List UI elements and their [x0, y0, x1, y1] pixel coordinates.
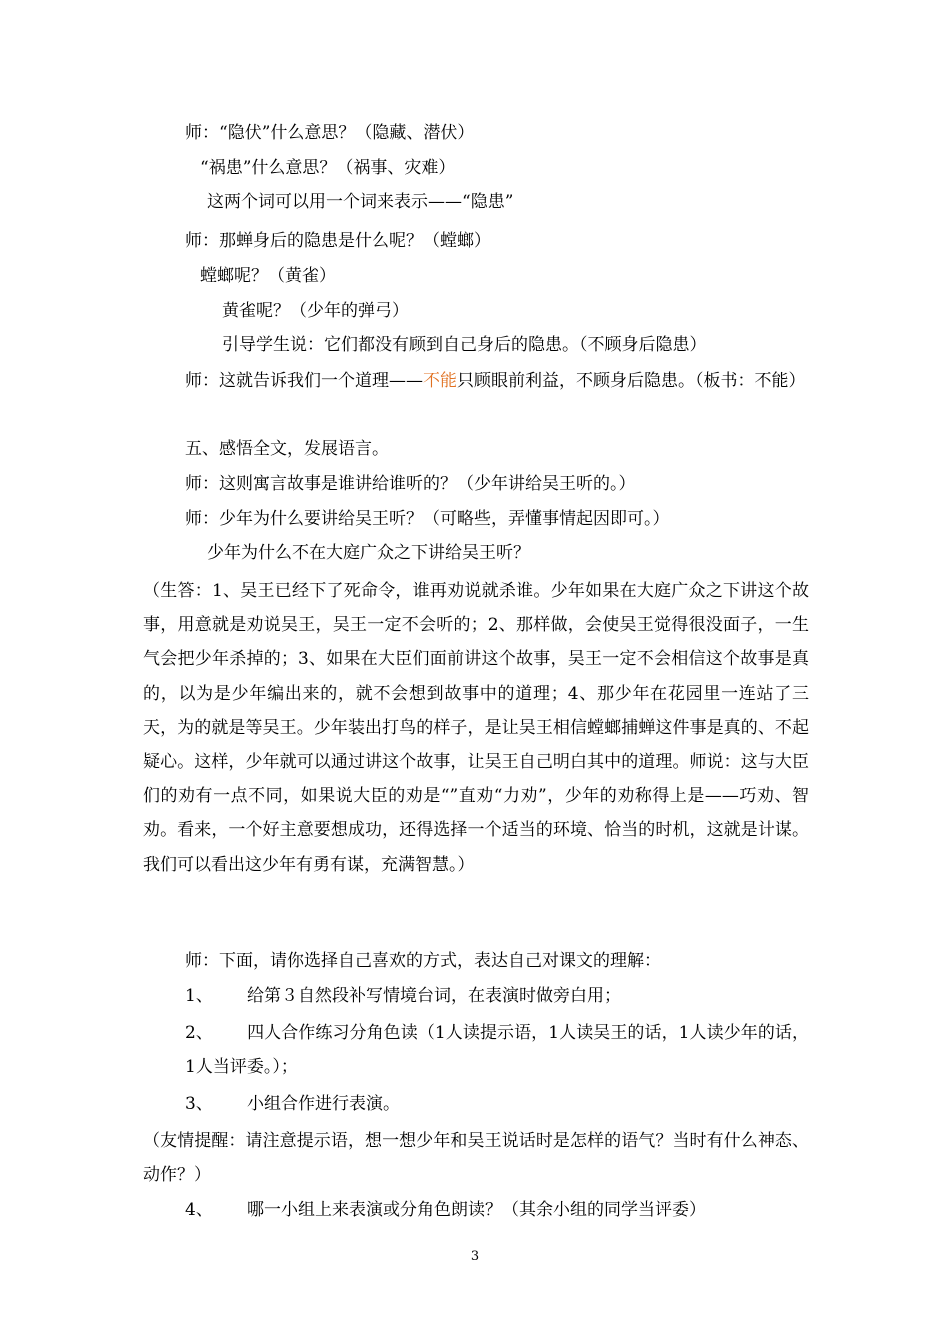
text-line: 这两个词可以用一个词来表示——“隐患”: [207, 192, 514, 212]
page-number: 3: [470, 1249, 480, 1264]
list-item: [185, 984, 621, 1008]
list-item: [185, 1092, 400, 1116]
moral-paragraph: [143, 364, 809, 398]
text-line: 螳螂呢？（黄雀）: [200, 266, 336, 286]
moral-tail-text: 只顾眼前利益，不顾身后隐患。（板书：不能）: [457, 371, 806, 391]
text-line: 师：那蝉身后的隐患是什么呢？（螳螂）: [185, 231, 491, 251]
list-number: 2、: [185, 1023, 213, 1043]
list-text: 小组合作进行表演。: [247, 1094, 400, 1114]
list-text: 四人合作练习分角色读（1人读提示语，1人读吴王的话，1人读少年的话，1人当评委。）；: [185, 1023, 809, 1077]
list-text: 哪一小组上来表演或分角色朗读？（其余小组的同学当评委）: [247, 1200, 706, 1220]
list-item: [185, 1198, 706, 1222]
list-item: [185, 1016, 809, 1084]
text-line: 师：少年为什么要讲给吴王听？（可略些，弄懂事情起因即可。）: [185, 509, 670, 529]
list-number: 1、: [185, 986, 213, 1006]
text-line: “祸患”什么意思？（祸事、灾难）: [200, 158, 456, 178]
text-line: 引导学生说：它们都没有顾到自己身后的隐患。（不顾身后隐患）: [222, 335, 707, 355]
list-text: 给第３自然段补写情境台词，在表演时做旁白用；: [247, 986, 621, 1006]
text-line: 黄雀呢？（少年的弹弓）: [222, 301, 409, 321]
text-line: 师：“隐伏”什么意思？（隐藏、潜伏）: [185, 123, 475, 143]
highlighted-text: 不能: [423, 371, 457, 391]
section-heading: 五、感悟全文，发展语言。: [185, 439, 389, 459]
student-answer-paragraph: （生答：1、吴王已经下了死命令，谁再劝说就杀谁。少年如果在大庭广众之下讲这个故事，用意就是劝说吴王，吴王一定不会听的；2、那样做，会使吴王觉得很没面子，一生气会把少年杀掉的；3、如果在大臣们面前讲这个故事，吴王一定不会相信这个故事是真的，以为是少年编出来的，就不会想到故事中的道理；4、那少年在花园里一连站了三天，为的就是等吴王。少年装出打鸟的样子，是让吴王相信螳螂捕蝉这件事是真的、不起疑心。这样，少年就可以通过讲这个故事，让吴王自己明白其中的道理。师说：这与大臣们的劝有一点不同，如果说大臣的劝是“”直劝“力劝”，少年的劝称得上是——巧劝、智劝。看来，一个好主意要想成功，还得选择一个适当的环境、恰当的时机，这就是计谋。我们可以看出这少年有勇有谋，充满智慧。）: [143, 581, 809, 875]
tip-paragraph: （友情提醒：请注意提示语，想一想少年和吴王说话时是怎样的语气？当时有什么神态、动作？）: [143, 1131, 809, 1186]
moral-lead-text: 师：这就告诉我们一个道理——: [185, 371, 423, 391]
text-line: 少年为什么不在大庭广众之下讲给吴王听？: [207, 543, 530, 563]
list-number: 3、: [185, 1094, 213, 1114]
list-number: 4、: [185, 1200, 213, 1220]
text-line: 师：下面，请你选择自己喜欢的方式，表达自己对课文的理解：: [185, 951, 661, 971]
text-line: 师：这则寓言故事是谁讲给谁听的？（少年讲给吴王听的。）: [185, 474, 636, 494]
